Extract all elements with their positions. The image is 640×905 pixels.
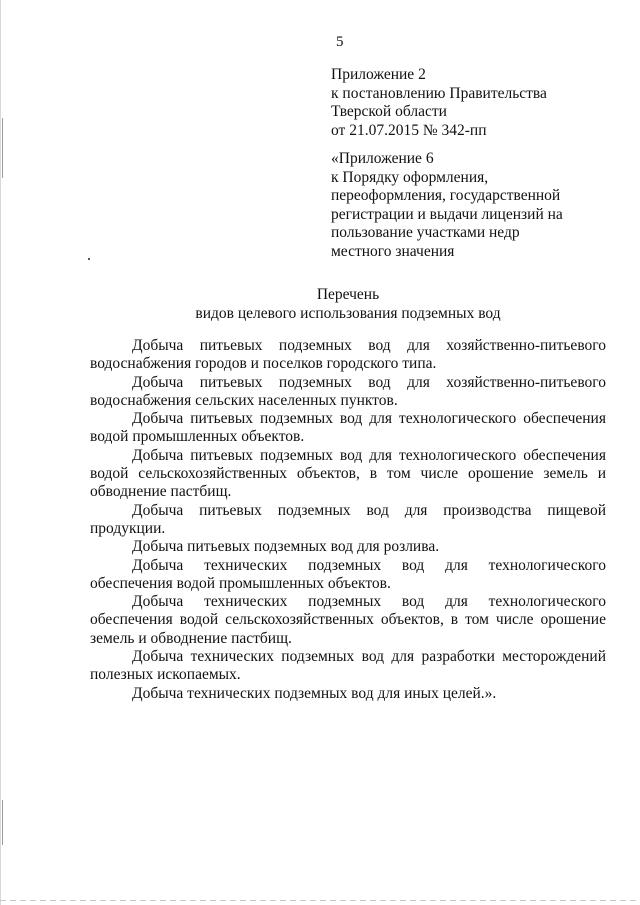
page-number: 5 bbox=[336, 34, 344, 50]
annex-quote-line: местного значения bbox=[331, 242, 455, 260]
scan-edge bbox=[0, 0, 1, 905]
scan-margin-mark bbox=[2, 118, 3, 178]
annex-header-line: к постановлению Правительства bbox=[331, 84, 547, 102]
margin-dot bbox=[88, 258, 90, 260]
annex-header-line: Тверской области bbox=[331, 103, 447, 120]
body-paragraph: Добыча питьевых подземных вод для производства пищевой продукции. bbox=[90, 501, 606, 537]
body-paragraph: Добыча технических подземных вод для технологического обеспечения водой промышленных объектов. bbox=[90, 556, 606, 592]
body-paragraph: Добыча питьевых подземных вод для розлива. bbox=[132, 538, 440, 556]
title-line: видов целевого использования подземных вод bbox=[195, 304, 501, 322]
body-paragraph: Добыча технических подземных вод для разработки месторождений полезных ископаемых. bbox=[90, 648, 606, 684]
body-paragraph: Добыча технических подземных вод для технологического обеспечения водой сельскохозяйственных объектов, в том числе орошение земель и обводнение пастбищ. bbox=[90, 593, 606, 647]
annex-quote-line: пользование участками недр bbox=[331, 224, 520, 241]
body-paragraph: Добыча питьевых подземных вод для технологического обеспечения водой сельскохозяйственных объектов, в том числе орошение земель и обводнение пастбищ. bbox=[90, 446, 606, 501]
document-title bbox=[90, 286, 606, 323]
annex-quote-line: «Приложение 6 bbox=[331, 150, 434, 167]
body-paragraph: Добыча технических подземных вод для иных целей.». bbox=[132, 684, 497, 702]
scan-bottom-edge bbox=[0, 900, 640, 901]
annex-quote-line: регистрации и выдачи лицензий на bbox=[331, 205, 563, 223]
title-line: Перечень bbox=[316, 286, 380, 303]
body-paragraph: Добыча питьевых подземных вод для хозяйственно-питьевого водоснабжения сельских населенных пунктов. bbox=[90, 373, 606, 409]
scan-margin-mark bbox=[2, 800, 3, 845]
annex-quote-line: к Порядку оформления, bbox=[331, 168, 489, 186]
annex-header-line: Приложение 2 bbox=[331, 66, 426, 83]
body-paragraph: Добыча питьевых подземных вод для технологического обеспечения водой промышленных объектов. bbox=[90, 410, 606, 446]
document-body bbox=[90, 337, 606, 703]
annex-quote-line: переоформления, государственной bbox=[331, 187, 561, 204]
annex-header-line: от 21.07.2015 № 342-пп bbox=[331, 121, 487, 139]
annex-header bbox=[331, 66, 547, 140]
annex-quote bbox=[331, 150, 563, 261]
body-paragraph: Добыча питьевых подземных вод для хозяйственно-питьевого водоснабжения городов и поселков городского типа. bbox=[90, 337, 606, 373]
